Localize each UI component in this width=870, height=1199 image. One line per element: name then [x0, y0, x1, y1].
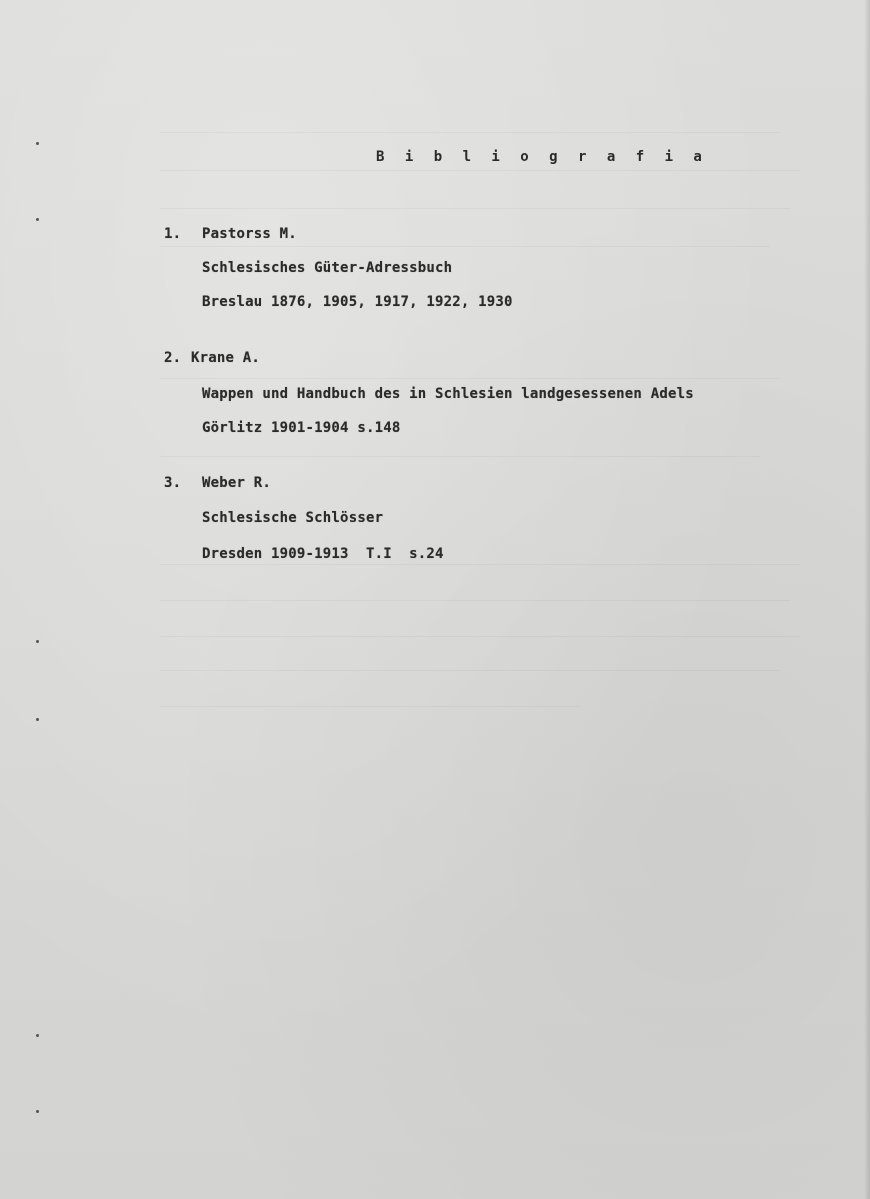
show-through-line: [160, 246, 770, 247]
entry-publication: Breslau 1876, 1905, 1917, 1922, 1930: [202, 294, 513, 310]
entry-title: Schlesisches Güter-Adressbuch: [202, 260, 453, 276]
show-through-line: [160, 208, 790, 209]
entry-number: 3.: [164, 475, 182, 491]
binder-mark: [36, 1110, 39, 1113]
binder-mark: [36, 718, 39, 721]
entry-title: Wappen und Handbuch des in Schlesien landgesessenen Adels: [202, 386, 694, 402]
binder-mark: [36, 142, 39, 145]
show-through-line: [160, 636, 800, 637]
show-through-line: [160, 600, 790, 601]
show-through-line: [160, 706, 580, 707]
show-through-line: [160, 378, 780, 379]
entry-author: Pastorss M.: [202, 226, 297, 242]
show-through-line: [160, 456, 760, 457]
show-through-line: [160, 132, 780, 133]
entry-number: 2.: [164, 350, 182, 366]
binder-mark: [36, 1034, 39, 1037]
show-through-line: [160, 670, 780, 671]
show-through-line: [160, 170, 800, 171]
page-title: B i b l i o g r a f i a: [376, 149, 708, 165]
page-edge-shadow: [864, 0, 870, 1199]
entry-publication: Görlitz 1901-1904 s.148: [202, 420, 401, 436]
entry-number: 1.: [164, 226, 182, 242]
entry-title: Schlesische Schlösser: [202, 510, 384, 526]
binder-mark: [36, 218, 39, 221]
show-through-line: [160, 564, 800, 565]
entry-author: Weber R.: [202, 475, 272, 491]
entry-author: Krane A.: [191, 350, 261, 366]
binder-mark: [36, 640, 39, 643]
entry-publication: Dresden 1909-1913 T.I s.24: [202, 546, 444, 562]
